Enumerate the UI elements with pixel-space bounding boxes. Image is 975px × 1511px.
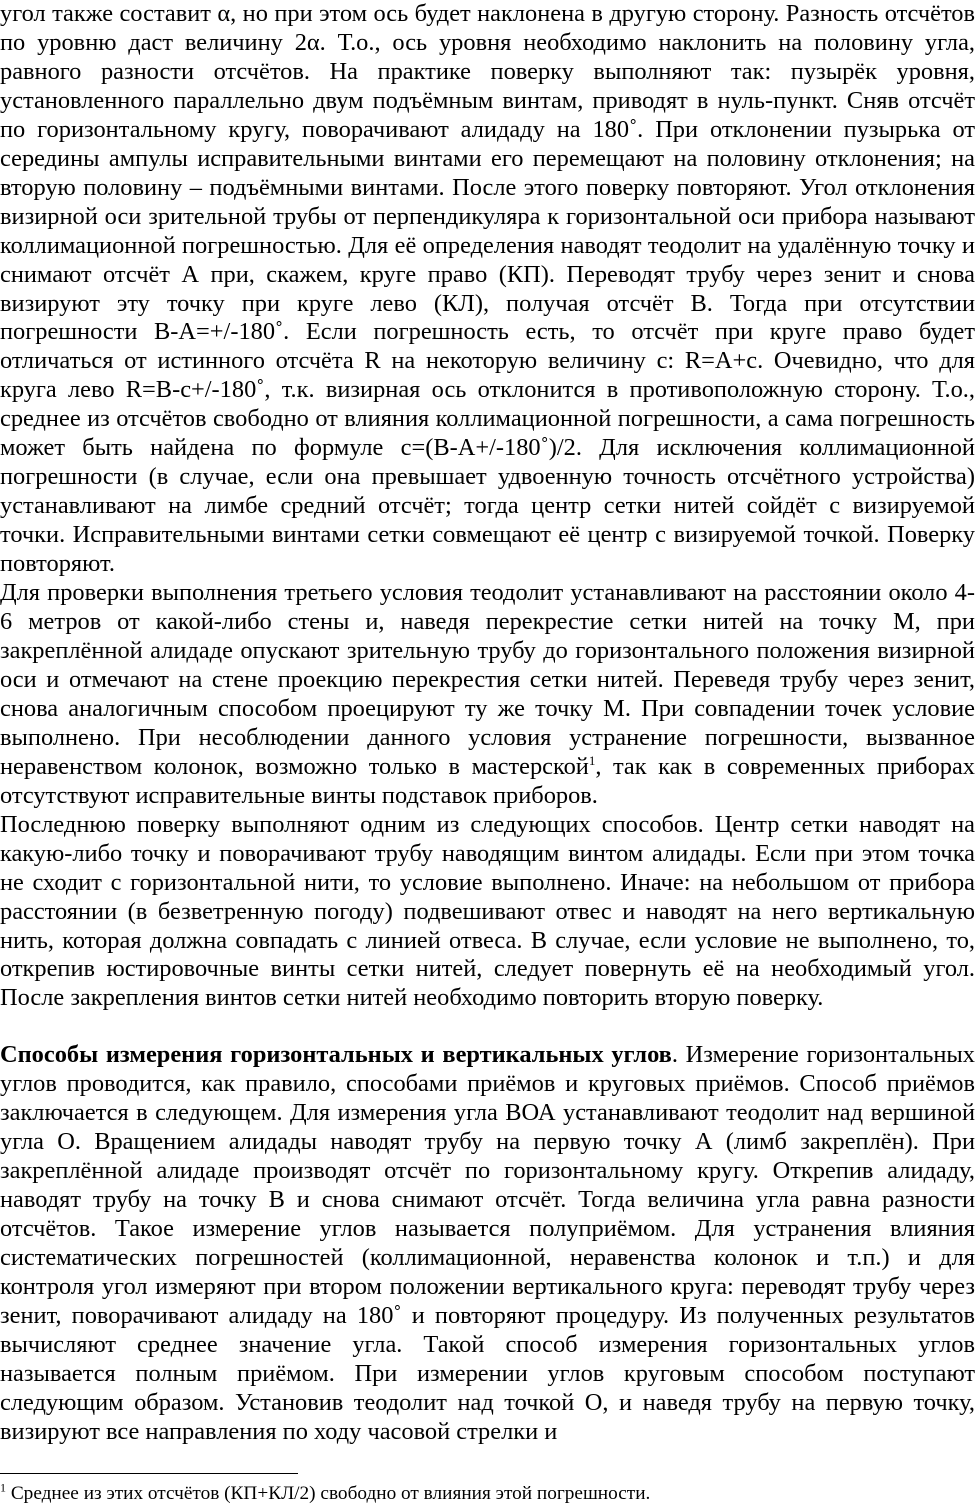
- section-heading: Способы измерения горизонтальных и вертикальных углов: [0, 1041, 672, 1069]
- paragraph-theodolite-checks: угол также составит α, но при этом ось будет наклонена в другую сторону. Разность отсчётов по уровню даст величину 2α. Т.о., ось уровня необходимо наклонить на половину угла, равного разности отсчётов. На практике поверку выполняют так: пузырёк уровня, установленного параллельно двум подъёмным винтам, приводят в нуль-пункт. Сняв отсчёт по горизонтальному кругу, поворачивают алидаду на 180˚. При отклонении пузырька от середины ампулы исправительными винтами его перемещают на половину отклонения; на вторую половину – подъёмными винтами. После этого поверку повторяют. Угол отклонения визирной оси зрительной трубы от перпендикуляра к горизонтальной оси прибора называют коллимационной погрешностью. Для её определения наводят теодолит на удалённую точку и снимают отсчёт А при, скажем, круге право (КП). Переводят трубу через зенит и снова визируют эту точку при круге лево (КЛ), получая отсчёт В. Тогда при отсутствии погрешности В-А=+/-180˚. Если погрешность есть, то отсчёт при круге право будет отличаться от истинного отсчёта R на некоторую величину с: R=А+с. Очевидно, что для круга лево R=В-с+/-180˚, т.к. визирная ось отклонится в противоположную сторону. Т.о., среднее из отсчётов свободно от влияния коллимационной погрешности, а сама погрешность может быть найдена по формуле с=(В-А+/-180˚)/2. Для исключения коллимационной погрешности (в случае, если она превышает удвоенную точность отсчётного устройства) устанавливают на лимбе средний отсчёт; тогда центр сетки нитей сойдёт с визируемой точки. Исправительными винтами сетки совмещают её центр с визируемой точкой. Поверку повторяют.: [0, 0, 975, 578]
- footnote-marker: 1: [0, 1480, 6, 1495]
- footnote: [0, 1482, 975, 1506]
- paragraph-last-check: Последнюю поверку выполняют одним из следующих способов. Центр сетки наводят на какую-либо точку и поворачивают трубу наводящим винтом алидады. Если при этом точка не сходит с горизонтальной нити, то условие выполнено. Иначе: на небольшом от прибора расстоянии (в безветренную погоду) подвешивают отвес и наводят на него вертикальную нить, которая должна совпадать с линией отвеса. В случае, если условие не выполнено, то, открепив юстировочные винты сетки нитей, следует повернуть её на необходимый угол. После закрепления винтов сетки нитей необходимо повторить вторую поверку.: [0, 810, 975, 1012]
- footnote-text: Среднее из этих отсчётов (КП+КЛ/2) свободно от влияния этой погрешности.: [6, 1483, 651, 1504]
- paragraph-angle-methods: [0, 1041, 975, 1446]
- paragraph-third-condition-text: Для проверки выполнения третьего условия теодолит устанавливают на расстоянии около 4-6 метров от какой-либо стены и, наведя перекрестие сетки нитей на точку М, при закреплённой алидаде опускают зрительную трубу до горизонтального положения визирной оси и отмечают на стене проекцию перекрестия сетки нитей. Переведя трубу через зенит, снова аналогичным способом проецируют ту же точку М. При совпадении точек условие выполнено. При несоблюдении данного условия устранение погрешности, вызванное неравенством колонок, возможно только в мастерской: [0, 579, 975, 780]
- section-heading-punct: .: [671, 1041, 678, 1069]
- footnote-reference[interactable]: 1: [588, 752, 596, 768]
- footnote-separator: [0, 1473, 298, 1474]
- paragraph-third-condition-text-end: , так как в современных приборах отсутствуют исправительные винты подставок приборов.: [0, 752, 975, 809]
- paragraph-third-condition: [0, 579, 975, 811]
- paragraph-angle-methods-text: Измерение горизонтальных углов проводится, как правило, способами приёмов и круговых приёмов. Способ приёмов заключается в следующем. Для измерения угла ВОА устанавливают теодолит над вершиной угла О. Вращением алидады наводят трубу на первую точку А (лимб закреплён). При закреплённой алидаде производят отсчёт по горизонтальному кругу. Открепив алидаду, наводят трубу на точку В и снова снимают отсчёт. Тогда величина угла равна разности отсчётов. Такое измерение углов называется полуприёмом. Для устранения влияния систематических погрешностей (коллимационной, неравенства колонок и т.п.) и для контроля угол измеряют при втором положении вертикального круга: переводят трубу через зенит, поворачивают алидаду на 180˚ и повторяют процедуру. Из полученных результатов вычисляют среднее значение угла. Такой способ измерения горизонтальных углов называется полным приёмом. При измерении углов круговым способом поступают следующим образом. Установив теодолит над точкой О, и наведя трубу на первую точку, визируют все направления по ходу часовой стрелки и: [0, 1041, 975, 1445]
